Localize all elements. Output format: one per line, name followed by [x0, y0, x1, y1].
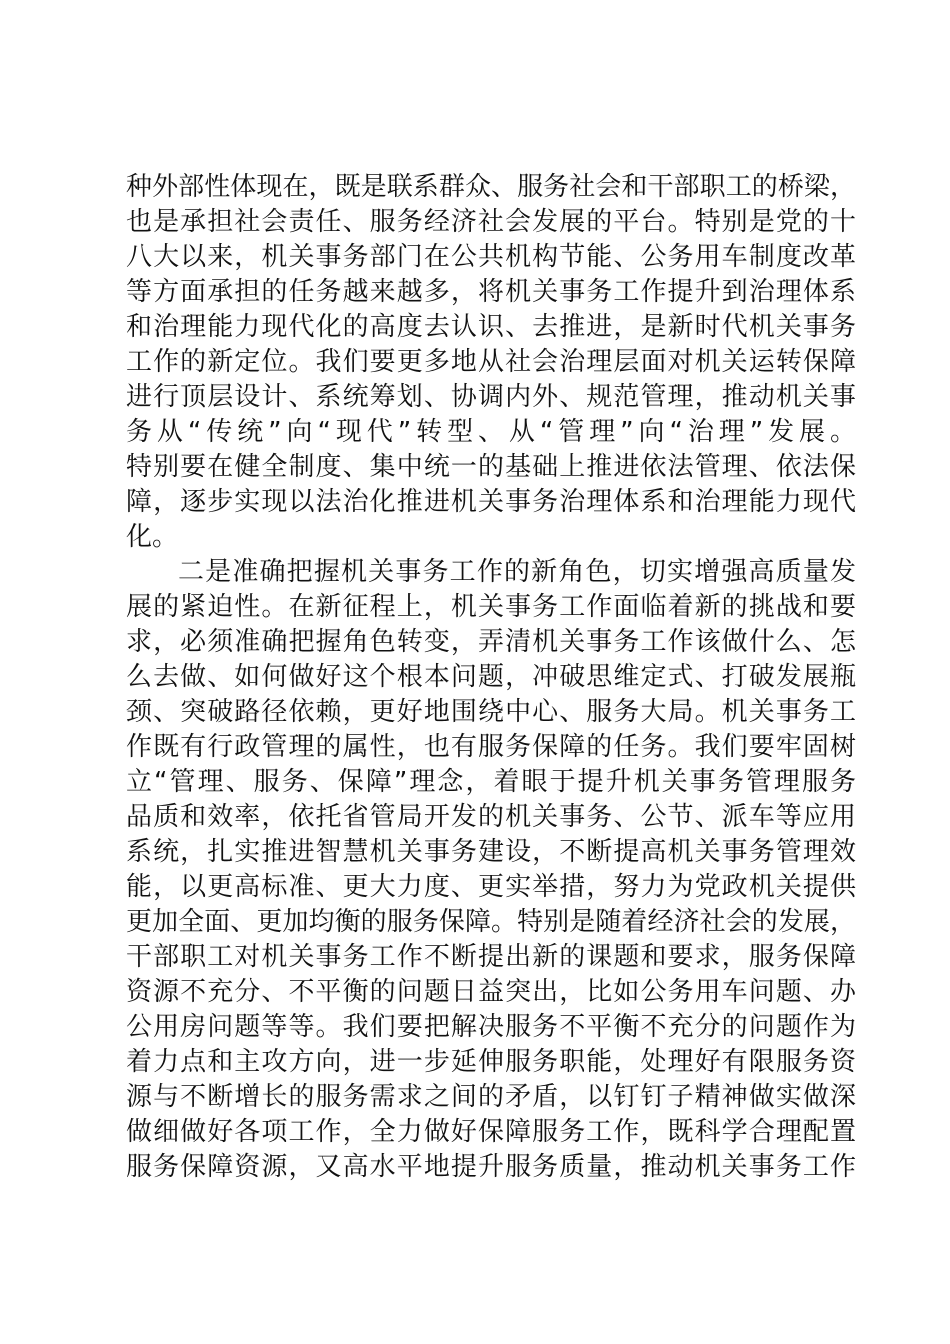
text-line: 障，逐步实现以法治化推进机关事务治理体系和治理能力现代: [126, 487, 856, 517]
text-line: 展的紧迫性。在新征程上，机关事务工作面临着新的挑战和要: [126, 592, 856, 622]
text-line: 种外部性体现在，既是联系群众、服务社会和干部职工的桥梁，: [126, 172, 856, 202]
text-line: 做细做好各项工作，全力做好保障服务工作，既科学合理配置: [126, 1117, 856, 1147]
text-line: 特别要在健全制度、集中统一的基础上推进依法管理、依法保: [126, 452, 856, 482]
text-line: 资源不充分、不平衡的问题日益突出，比如公务用车问题、办: [126, 977, 856, 1007]
text-line: 干部职工对机关事务工作不断提出新的课题和要求，服务保障: [126, 942, 856, 972]
paragraph-1: [126, 170, 856, 555]
text-line: 八大以来，机关事务部门在公共机构节能、公务用车制度改革: [126, 242, 856, 272]
text-line: 化。: [126, 522, 179, 552]
text-line: 二是准确把握机关事务工作的新角色，切实增强高质量发: [178, 557, 856, 587]
text-line: 作既有行政管理的属性，也有服务保障的任务。我们要牢固树: [126, 732, 856, 762]
paragraph-2: [126, 555, 856, 1185]
text-line: 务从“传统”向“现代”转型、从“管理”向“治理”发展。: [126, 417, 856, 447]
text-line: 等方面承担的任务越来越多，将机关事务工作提升到治理体系: [126, 277, 856, 307]
text-line: 和治理能力现代化的高度去认识、去推进，是新时代机关事务: [126, 312, 856, 342]
text-line: 也是承担社会责任、服务经济社会发展的平台。特别是党的十: [126, 207, 856, 237]
text-line: 服务保障资源，又高水平地提升服务质量，推动机关事务工作: [126, 1152, 856, 1182]
text-line: 能，以更高标准、更大力度、更实举措，努力为党政机关提供: [126, 872, 856, 902]
text-line: 公用房问题等等。我们要把解决服务不平衡不充分的问题作为: [126, 1012, 856, 1042]
text-line: 着力点和主攻方向，进一步延伸服务职能，处理好有限服务资: [126, 1047, 856, 1077]
document-body: [126, 170, 856, 1185]
text-line: 求，必须准确把握角色转变，弄清机关事务工作该做什么、怎: [126, 627, 856, 657]
text-line: 系统，扎实推进智慧机关事务建设，不断提高机关事务管理效: [126, 837, 856, 867]
text-line: 么去做、如何做好这个根本问题，冲破思维定式、打破发展瓶: [126, 662, 856, 692]
text-line: 颈、突破路径依赖，更好地围绕中心、服务大局。机关事务工: [126, 697, 856, 727]
text-line: 进行顶层设计、系统筹划、协调内外、规范管理，推动机关事: [126, 382, 856, 412]
text-line: 立“管理、服务、保障”理念，着眼于提升机关事务管理服务: [126, 767, 856, 797]
text-line: 品质和效率，依托省管局开发的机关事务、公节、派车等应用: [126, 802, 856, 832]
text-line: 源与不断增长的服务需求之间的矛盾，以钉钉子精神做实做深: [126, 1082, 856, 1112]
text-line: 更加全面、更加均衡的服务保障。特别是随着经济社会的发展，: [126, 907, 856, 937]
text-line: 工作的新定位。我们要更多地从社会治理层面对机关运转保障: [126, 347, 856, 377]
